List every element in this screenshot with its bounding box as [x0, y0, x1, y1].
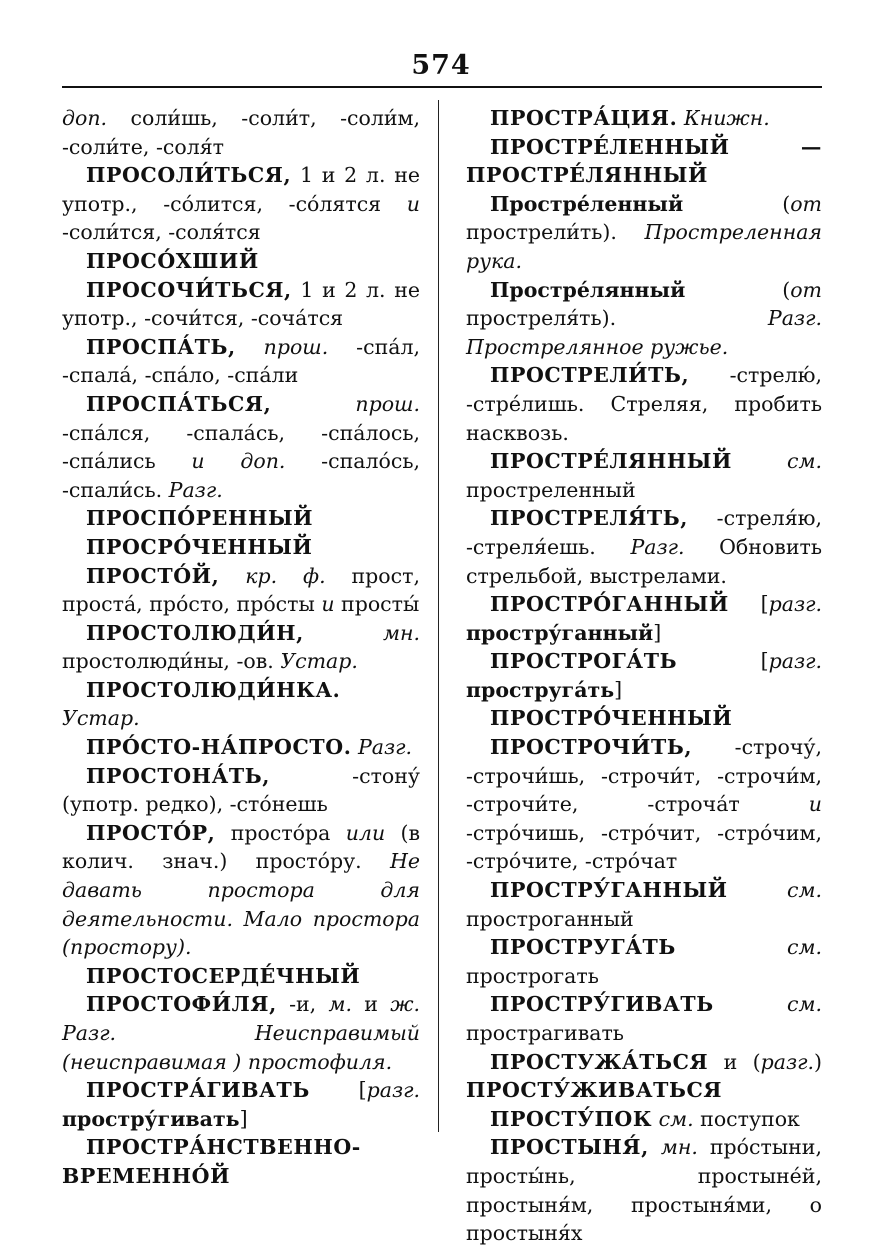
italic-text: Разг. Прострелянное ружье.	[466, 306, 822, 359]
entry-text: простреля́ть).	[466, 306, 768, 331]
dictionary-entry	[62, 390, 420, 504]
entry-text	[676, 935, 787, 959]
dictionary-entry	[466, 647, 822, 704]
italic-text: мн.	[382, 620, 420, 645]
italic-text: и	[808, 792, 822, 817]
headword: ПРОСТУЖА́ТЬСЯ	[490, 1049, 709, 1074]
dictionary-entry	[466, 1105, 822, 1134]
entry-text: ]	[614, 677, 623, 702]
entry-text: прострагивать	[466, 1021, 624, 1045]
headword: ПРОСТОФИ́ЛЯ,	[86, 992, 277, 1017]
entry-text	[714, 992, 787, 1016]
dictionary-entry	[466, 876, 822, 933]
italic-text: Устар.	[280, 649, 358, 674]
dictionary-entry	[62, 247, 420, 276]
headword: ПРОСОЧИ́ТЬСЯ,	[86, 277, 292, 302]
dictionary-entry	[466, 590, 822, 647]
entry-text: -и,	[276, 992, 329, 1017]
dictionary-entry	[62, 104, 420, 161]
italic-text: мн.	[660, 1135, 698, 1160]
entry-text: -спа́лся, -спала́сь, -спа́лось, -спа́лись	[62, 420, 420, 474]
entry-text: -соли́тся, -соля́тся	[62, 220, 261, 245]
headword: ПРОСТРУГА́ТЬ	[490, 935, 676, 960]
italic-text: прош.	[263, 334, 329, 359]
entry-text: (	[685, 277, 791, 302]
headword: ПРОСТОЛЮДИ́Н,	[86, 620, 304, 645]
headword: ПРОСТО́Й,	[86, 563, 220, 588]
headword: ПРОСТРО́ГАННЫЙ	[490, 592, 729, 617]
dictionary-entry	[466, 361, 822, 447]
entry-text: -стрелю́, -стре́лишь. Стреляя, пробить насквозь.	[466, 363, 822, 445]
italic-text: см.	[787, 935, 822, 960]
dictionary-entry	[466, 704, 822, 733]
dictionary-entry	[466, 504, 822, 590]
entry-text	[728, 878, 787, 902]
headword: ПРОСТОСЕРДЕ́ЧНЫЙ	[86, 963, 361, 988]
dictionary-entry	[466, 104, 822, 133]
bold-text: Простре́лянный	[490, 277, 686, 302]
entry-text: [	[309, 1078, 367, 1103]
headword: ПРОСТРА́ГИВАТЬ	[86, 1078, 310, 1103]
entry-text	[649, 1135, 661, 1159]
italic-text: Разг.	[168, 477, 223, 502]
dictionary-entry	[62, 819, 420, 962]
headword: ПРОСТРУ́ГИВАТЬ	[490, 992, 714, 1017]
headword: ПРОСТО́Р,	[86, 820, 216, 845]
entry-text: Обновить стрельбой, выстрелами.	[466, 534, 822, 588]
italic-text: от	[790, 277, 822, 302]
italic-text: от	[790, 191, 822, 216]
entry-text: )	[814, 1049, 822, 1074]
entry-text: ]	[239, 1106, 248, 1131]
italic-text: см.	[658, 1106, 694, 1131]
header-rule	[62, 86, 822, 88]
entry-text: [	[677, 649, 769, 674]
entry-text	[271, 392, 355, 416]
italic-text: м.	[328, 992, 352, 1017]
headword: ПРО́СТО-НА́ПРОСТО.	[86, 735, 352, 760]
headword: ПРОСРО́ЧЕННЫЙ	[86, 534, 313, 559]
headword: ПРОСТОЛЮДИ́НКА.	[86, 677, 341, 702]
dictionary-entry	[62, 619, 420, 676]
bold-text: простру́гивать	[62, 1106, 240, 1131]
headword: ПРОСТРЕЛИ́ТЬ,	[490, 363, 690, 388]
headword: ПРОСТУ́ПОК	[490, 1106, 653, 1131]
dictionary-entry	[62, 990, 420, 1076]
entry-text: просто́ра	[215, 820, 346, 845]
italic-text: и доп.	[191, 449, 286, 474]
entry-text: (в колич. знач.) просто́ру.	[62, 820, 421, 874]
entry-text	[304, 621, 383, 645]
italic-text: Устар.	[62, 706, 140, 731]
entry-text	[219, 564, 245, 588]
italic-text: и	[406, 191, 420, 216]
italic-text: Книжн.	[683, 106, 770, 130]
entry-text: -стону́ (употр. редко), -сто́нешь	[62, 763, 420, 817]
italic-text: разг.	[760, 1049, 814, 1074]
dictionary-entry	[466, 1133, 822, 1247]
dictionary-entry	[62, 962, 420, 991]
headword: ПРОСТРЕЛЯ́ТЬ,	[490, 506, 688, 531]
dictionary-entry	[62, 161, 420, 247]
entry-text: прост, проста́, про́сто, про́сты	[62, 563, 420, 617]
dictionary-entry	[62, 676, 420, 733]
dictionary-entry	[62, 1133, 420, 1190]
headword: ПРОСТОНА́ТЬ,	[86, 763, 271, 788]
italic-text: кр. ф.	[245, 563, 326, 588]
entry-text: простреленный	[466, 477, 636, 502]
entry-text: и (	[708, 1049, 761, 1074]
headword: ПРОСТРЕ́ЛЯННЫЙ	[490, 449, 732, 474]
entry-text: -спало́сь, -спали́сь.	[62, 449, 420, 502]
dictionary-entry	[466, 990, 822, 1047]
italic-text: см.	[787, 878, 822, 903]
entry-text: -строчу́, -строчи́шь, -строчи́т, -строчи́м, -строчи́те, -строча́т	[466, 735, 822, 817]
right-column	[466, 104, 822, 1248]
bold-text: простру́ганный	[466, 620, 654, 645]
italic-text: разг.	[768, 592, 822, 617]
entry-text: -стреля́ю, -стреля́ешь.	[466, 506, 822, 559]
headword: ПРОСО́ХШИЙ	[86, 248, 259, 273]
dictionary-entry	[62, 762, 420, 819]
entry-text: (	[683, 191, 791, 216]
headword: ПРОСТРА́ЦИЯ.	[490, 106, 678, 130]
headword: ПРОСТРУ́ГАННЫЙ	[490, 878, 728, 903]
headword: ПРОСТРОЧИ́ТЬ,	[490, 735, 693, 760]
entry-text: простолюди́ны, -ов.	[62, 649, 281, 674]
dictionary-entry	[62, 276, 420, 333]
bold-text: простругáть	[466, 677, 615, 702]
headword: ПРОСПА́ТЬСЯ,	[86, 391, 272, 416]
headword: ПРОСТРО́ЧЕННЫЙ	[490, 706, 733, 731]
dictionary-entry	[466, 190, 822, 276]
italic-text: см.	[787, 449, 822, 474]
headword: ПРОСТРОГА́ТЬ	[490, 649, 678, 674]
italic-text: и	[321, 592, 335, 617]
entry-text: и	[351, 992, 391, 1017]
italic-text: или	[345, 820, 386, 845]
headword: ПРОСТРЕ́ЛЕННЫЙ — ПРОСТРЕ́ЛЯННЫЙ	[466, 134, 822, 188]
dictionary-entry	[62, 533, 420, 562]
italic-text: Не давать простора для деятельности. Мало простора (простору).	[62, 849, 420, 960]
entry-text: -спа́л, -спала́, -спа́ло, -спа́ли	[62, 334, 420, 388]
italic-text: ж. Разг. Неисправимый (неисправимая ) простофиля.	[62, 992, 421, 1074]
headword: ПРОСТУ́ЖИВАТЬСЯ	[466, 1078, 723, 1103]
italic-text: Простреленная рука.	[466, 220, 822, 273]
italic-text: Разг.	[630, 534, 685, 559]
headword: ПРОСТРА́НСТВЕННО-ВРЕМЕННО́Й	[62, 1135, 361, 1188]
column-divider	[438, 100, 439, 1132]
italic-text: Разг.	[357, 735, 413, 760]
dictionary-entry	[466, 1048, 822, 1105]
entry-text: 1 и 2 л. не употр., -со́лится, -со́лятся	[62, 163, 420, 216]
dictionary-entry	[466, 733, 822, 876]
entry-text: [	[728, 592, 769, 617]
headword: ПРОСОЛИ́ТЬСЯ,	[86, 163, 292, 188]
headword: ПРОСПО́РЕННЫЙ	[86, 506, 314, 531]
dictionary-entry	[62, 562, 420, 619]
italic-text: разг.	[366, 1078, 420, 1103]
bold-text: Простре́ленный	[490, 191, 684, 216]
italic-text: см.	[787, 992, 822, 1017]
dictionary-entry	[62, 333, 420, 390]
entry-text: просты́	[334, 592, 420, 617]
entry-text: простроганный	[466, 906, 634, 931]
entry-text: прострели́ть).	[466, 220, 645, 245]
left-column	[62, 104, 420, 1191]
entry-text	[732, 449, 787, 473]
italic-text: доп.	[62, 106, 108, 130]
entry-text: ]	[653, 620, 662, 645]
entry-text: поступок	[693, 1106, 800, 1131]
dictionary-entry	[62, 733, 420, 762]
dictionary-entry	[62, 504, 420, 533]
italic-text: разг.	[768, 649, 822, 674]
entry-text: 1 и 2 л. не употр., -сочи́тся, -соча́тся	[62, 277, 420, 331]
entry-text	[236, 335, 264, 359]
dictionary-entry	[466, 933, 822, 990]
dictionary-entry	[466, 133, 822, 190]
dictionary-entry	[466, 447, 822, 504]
entry-text: -стро́чишь, -стро́чит, -стро́чим, -стро́чите, -стро́чат	[466, 820, 822, 874]
dictionary-entry	[62, 1076, 420, 1133]
entry-text: прострогать	[466, 963, 599, 988]
headword: ПРОСТЫНЯ́,	[490, 1135, 649, 1160]
italic-text: прош.	[355, 391, 420, 416]
headword: ПРОСПА́ТЬ,	[86, 334, 236, 359]
entry-text: про́стыни, просты́нь, простыне́й, простыня́м, простыня́ми, о простыня́х	[466, 1135, 822, 1246]
page-number: 574	[411, 50, 471, 81]
dictionary-entry	[466, 276, 822, 362]
entry-text: соли́шь, -соли́т, -соли́м, -соли́те, -соля́т	[62, 106, 420, 159]
